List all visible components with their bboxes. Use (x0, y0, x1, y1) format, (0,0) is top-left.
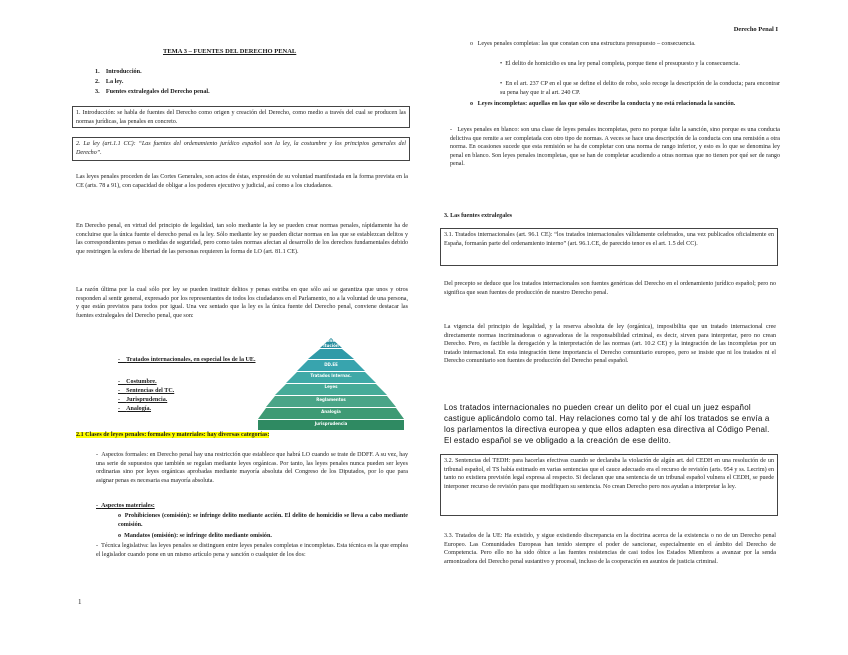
outline-item: 2. La ley. (95, 78, 124, 85)
source-item: - Tratados internacionales, en especial los de la UE. (118, 357, 256, 363)
paragraph-leyes-penales: Las leyes penales proceden de las Cortes Generales, son actos de éstas, expresión de su voluntad manifestada en la forma prevista en la CE (arts. 78 a 91), con capacidad de obligar a los poderes ejecutivo y judicial, así como a los ciudadanos. (76, 174, 408, 189)
outline-item: 3. Fuentes extralegales del Derecho penal. (95, 88, 210, 95)
pyramid-level: Tratados Internac. (310, 373, 352, 378)
classes-materiales: - Aspectos materiales: (96, 503, 155, 509)
intro-box: 1. Introducción: se habla de fuentes del Derecho como origen y creación del Derecho, como medio a través del cual se producen las normas jurídicas, las penales en concreto. (72, 106, 410, 128)
pyramid-level: Analogía (321, 409, 341, 414)
pyramid-level: Leyes (324, 384, 338, 389)
classes-mandatos: o Mandatos (omisión): se infringe delito mediante omisión. (118, 533, 272, 539)
precepto-paragraph: Del precepto se deduce que los tratados internacionales son fuentes genéricas del Derecho en el ordenamiento jurídico español; pero no significa que sean fuentes de producción de nuestro Derecho penal. (444, 281, 776, 296)
source-item: - Analogía. (118, 406, 152, 412)
source-item: - Jurisprudencia. (118, 397, 168, 403)
pyramid-level: Reglamentos (316, 397, 346, 402)
header-title: Derecho Penal I (733, 26, 778, 33)
paragraph-razon-ultima: La razón última por la cual sólo por ley se pueden instituir delitos y penas estriba en que sólo así se garantiza que unos y otros responden al sentir general, expresado por los representantes de todos los ciudadanos en el Parlamento, no a la voluntad de una persona, y que están previstos para todos por igual. Una vez sentado que la ley es la única fuente del Derecho penal, conviene destacar las fuentes extralegales del Derecho penal, que son: (76, 287, 408, 319)
classes-tecnica: - Técnica legislativa: las leyes penales se distinguen entre leyes penales completas e incompletas. Esta técnica es la que emplea el legislador cuando pone en un mismo artículo pena y sanción o cualquier de los dos: (96, 543, 408, 558)
classes-heading: 2.1 Clases de leyes penales: formales y materiales: hay diversas categorías: (76, 432, 270, 438)
tratados-ue-paragraph: 3.3. Tratados de la UE: Ha existido, y sigue existiendo discrepancia en la doctrina acerca de la existencia o no de un Derecho penal Europeo. Las Comunidades Europeas han tenido siempre el poder de sancionar, especialmente en el ámbito del Derecho de Competencia. Pero ello no ha sido óbice a las fuentes resistencias de casi todos los Estados Miembros a avanzar por la senda armonizadora del Derecho penal sustantivo y procesal, incluso de la cooperación en asuntos de justicia criminal. (444, 533, 776, 565)
document-title: TEMA 3 – FUENTES DEL DERECHO PENAL (163, 48, 297, 55)
page-number: 1 (78, 598, 82, 606)
outline-item: 1. Introducción. (95, 68, 142, 75)
tratados-box: 3.1. Tratados internacionales (art. 96.1 CE): “los tratados internacionales válidamente celebrados, una vez publicados oficialmente en España, formarán parte del ordenamiento interno” (art. 96.1.CE, de parecido tenor es el art. 1.5 del CC). (440, 228, 778, 266)
pyramid-level: Const. itución (323, 338, 339, 348)
leyes-incompletas: o Leyes incompletas: aquellas en las que sólo se describe la conducta y no está relacionada la sanción. (470, 101, 736, 107)
handwritten-note: Los tratados internacionales no pueden crear un delito por el cual un juez español castigue aplicándolo como tal. Hay relaciones como tal y de ahí los tratados se envía a los parlamentos la directiva europea y que ellos adapten esa directiva al Código Penal. El estado español se ve obligado a la creación de ese delito. (444, 403, 770, 445)
vigencia-paragraph: La vigencia del principio de legalidad, y la reserva absoluta de ley (orgánica), imposibilita que un tratado internacional cree directamente normas incriminadoras o agravadoras de la responsabilidad criminal, es decir, sirven para interpretar, pero no crean Derecho. Pero, es factible la derogación y la interpretación de las normas (art. 10.2 CE) y la integración de las incompletas por un tratado internacional. En esta integración tiene importancia el Derecho comunitario europeo, pero se insiste que ni los tratados ni el Derecho comunitario son fuentes de producción del Derecho penal español. (444, 324, 776, 365)
paragraph-derecho-penal: En Derecho penal, en virtud del principio de legalidad, tan solo mediante la ley se pueden crear normas penales, rápidamente ha de concluirse que la única fuente el derecho penal es la ley. Sólo mediante ley se pueden dictar normas en las que se establezcan delitos y las correspondientes penas o medidas de seguridad, pero como tales normas afectan al desarrollo de los derechos fundamentales debido que restringen la esfera de libertad de las personas requieren la forma de LO (art. 81.1 CE). (76, 223, 408, 255)
robo-example: • En el art. 237 CP en el que se define el delito de robo, solo recoge la descripción de la conducta; para encontrar su pena hay que ir al art. 240 CP. (500, 81, 780, 96)
classes-prohibiciones: o Prohibiciones (comisión): se infringe delito mediante acción. El delito de homicidio se lleva a cabo mediante comisión. (118, 513, 408, 528)
source-item: - Sentencias del TC. (118, 388, 175, 394)
pyramid-level: DD.EE (324, 362, 338, 367)
pyramid-level: Jurisprudencia (314, 421, 348, 426)
fuentes-heading: 3. Las fuentes extralegales (444, 213, 513, 219)
classes-formales: - Aspectos formales: en Derecho penal hay una restricción que establece que habrá LO cuando se trate de DDFF. A su vez, hay una serie de supuestos que también se regulan mediante leyes orgánicas. Por tanto, las leyes penales nunca pueden ser leyes ordinarias sino por leyes orgánicas aprobadas mediante mayoría absoluta del Congreso de los Diputados, por lo que para asignar penas es necesaria esa mayoría absoluta. (96, 452, 408, 484)
homicidio-example: • El delito de homicidio es una ley penal completa, porque tiene el presupuesto y la consecuencia. (500, 61, 740, 67)
leyes-completas: o Leyes penales completas: las que constan con una estructura presupuesto – consecuencia. (470, 41, 696, 47)
leyes-en-blanco: - Leyes penales en blanco: son una clase de leyes penales incompletas, pero no porque falte la sanción, sino porque es una conducta delictiva que remite a ser completada con otro tipo de normas. A veces se hace una descripción de la conducta con una remisión a otra norma. En ocasiones sucede que esta remisión se ha de completar con una norma de rango inferior, y esto es lo que se denomina ley penal en blanco. Son leyes penales incompletas, que se han de completar acudiendo a otras normas que no tienen por qué ser de rango penal. (450, 127, 780, 168)
source-item: - Costumbre. (118, 379, 157, 385)
tedh-box: 3.2. Sentencias del TEDH: para hacerlas efectivas cuando se declaraba la violación de algún art. del CEDH en una resolución de un tribunal español, el TS había estimado en varias sentencias que el cauce adecuado era el recurso de revisión (arts. 954 y ss. Lecrim) en tanto no existiera previsión legal expresa al respecto. Si declaran que una sentencia de un tribunal español vulnera el CEDH, se puede interponer recurso de revisión para que modifiquen su sentencia. No crean Derecho pero nos ayudan a interpretar la ley. (440, 454, 778, 516)
law-box: 2. La ley (art.1.1 CC): “Las fuentes del ordenamiento jurídico español son la ley, la costumbre y los principios generales del Derecho”. (72, 137, 410, 161)
